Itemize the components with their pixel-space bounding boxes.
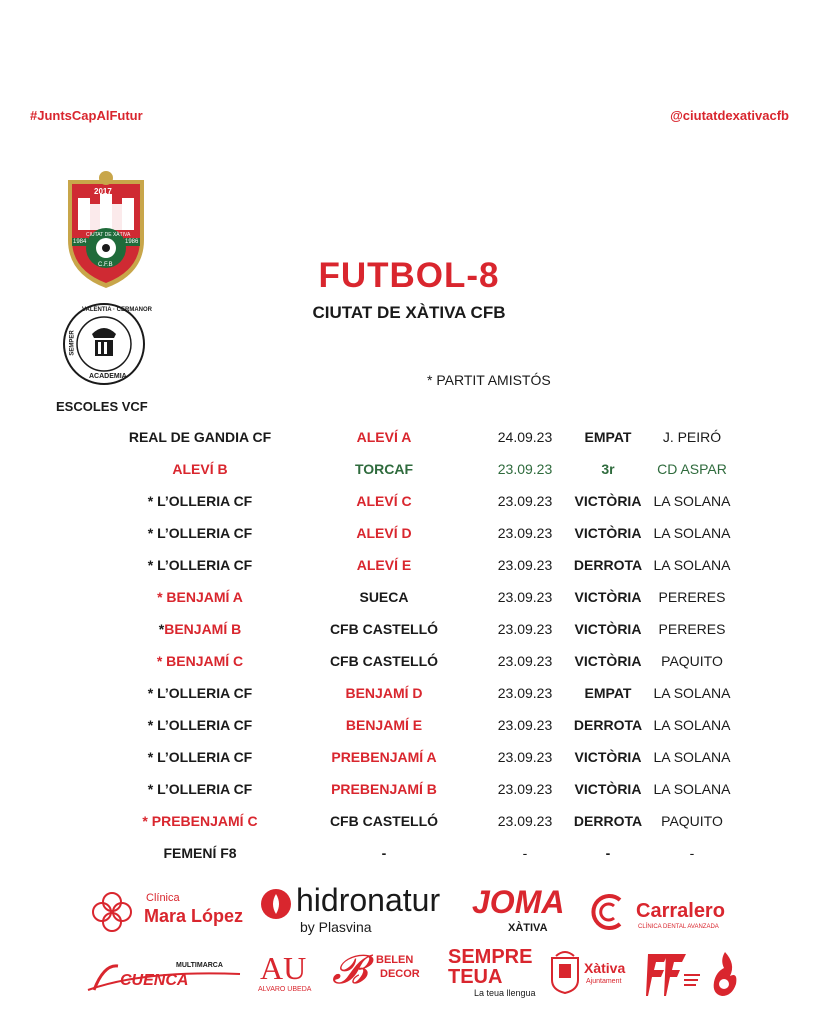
match-result: DERROTA (573, 813, 643, 829)
home-team: * L’OLLERIA CF (147, 493, 253, 509)
away-team: ALEVÍ A (356, 429, 412, 445)
match-venue: LA SOLANA (653, 749, 731, 765)
home-team: ALEVÍ B (172, 461, 228, 477)
page-subtitle: CIUTAT DE XÀTIVA CFB (312, 303, 506, 322)
match-date: 23.09.23 (497, 557, 553, 573)
away-team: BENJAMÍ D (345, 685, 423, 701)
away-team: ALEVÍ E (356, 557, 412, 573)
hidronatur-drop-icon (260, 888, 292, 920)
away-team: BENJAMÍ E (345, 717, 423, 733)
match-date: 23.09.23 (497, 813, 553, 829)
away-team: TORCAF (354, 461, 414, 477)
match-date: 23.09.23 (497, 461, 553, 477)
sponsor-ffcv (646, 950, 702, 1000)
match-date: 23.09.23 (497, 717, 553, 733)
xativa-shield-icon (550, 950, 580, 994)
match-result: - (605, 845, 611, 861)
match-venue: PERERES (658, 589, 726, 605)
table-row (0, 621, 819, 643)
match-date: 23.09.23 (497, 621, 553, 637)
match-result: VICTÒRIA (574, 749, 642, 765)
sponsor-hidronatur (260, 884, 465, 939)
ffcv-logo-icon (646, 950, 702, 1000)
match-result: DERROTA (573, 717, 643, 733)
match-venue: LA SOLANA (653, 717, 731, 733)
sponsor-generalitat (710, 950, 740, 1000)
crest-bottom-text: C.F.B (98, 262, 113, 268)
match-result: VICTÒRIA (574, 493, 642, 509)
table-row (0, 557, 819, 579)
match-result: VICTÒRIA (574, 781, 642, 797)
sponsor-cuenca (84, 960, 244, 1000)
match-venue: LA SOLANA (653, 557, 731, 573)
sponsor-mara-lopez (90, 888, 250, 938)
hashtag-link[interactable]: #JuntsCapAlFutur (30, 108, 143, 123)
table-row (0, 429, 819, 451)
table-row (0, 781, 819, 803)
home-team: * BENJAMÍ C (156, 653, 244, 669)
away-team: CFB CASTELLÓ (329, 813, 439, 829)
match-date: 23.09.23 (497, 525, 553, 541)
table-row (0, 493, 819, 515)
table-row (0, 653, 819, 675)
vcf-ring-bottom: ACADEMIA (89, 373, 127, 380)
away-team: ALEVÍ C (356, 493, 412, 509)
match-venue: PAQUITO (661, 813, 723, 829)
cuenca-text: CUENCA (120, 972, 189, 989)
match-result: VICTÒRIA (574, 589, 642, 605)
home-team: * BENJAMÍ A (157, 589, 243, 605)
carralero-sub: CLÍNICA DENTAL AVANZADA (638, 924, 719, 930)
away-team: ALEVÍ D (356, 525, 412, 541)
sponsor-sempre-teua (446, 946, 536, 1000)
home-team: * L’OLLERIA CF (147, 717, 253, 733)
away-team: SUECA (359, 589, 409, 605)
sempre-text: SEMPRE (448, 946, 533, 968)
away-team: CFB CASTELLÓ (329, 621, 439, 637)
match-date: 23.09.23 (497, 493, 553, 509)
match-date: 23.09.23 (497, 749, 553, 765)
generalitat-flame-icon (710, 950, 740, 1000)
joma-text: JOMA (472, 884, 565, 920)
social-handle-link[interactable]: @ciutatdexativacfb (670, 108, 789, 123)
xativa-text: Xàtiva (584, 960, 626, 976)
away-team: - (381, 845, 387, 861)
match-result: VICTÒRIA (574, 525, 642, 541)
match-date: 24.09.23 (497, 429, 553, 445)
match-venue: LA SOLANA (653, 525, 731, 541)
match-date: 23.09.23 (497, 685, 553, 701)
match-result: VICTÒRIA (574, 653, 642, 669)
away-team: CFB CASTELLÓ (329, 653, 439, 669)
home-team: * L’OLLERIA CF (147, 525, 253, 541)
friendly-match-note: * PARTIT AMISTÓS (427, 372, 551, 388)
vcf-ring-left: SEMPER (69, 330, 76, 356)
belen-b-glyph: 𝓑 (332, 947, 368, 992)
match-date: 23.09.23 (497, 589, 553, 605)
away-team: PREBENJAMÍ B (331, 781, 437, 797)
home-team: * L’OLLERIA CF (147, 749, 253, 765)
match-date: 23.09.23 (497, 781, 553, 797)
carralero-c-icon (590, 892, 630, 932)
sempre-sub: La teua llengua (474, 988, 536, 998)
au-text: AU (260, 950, 307, 986)
match-result: DERROTA (573, 557, 643, 573)
match-result: EMPAT (584, 685, 632, 701)
home-team: * L’OLLERIA CF (147, 685, 253, 701)
belen-text-2: DECOR (380, 968, 420, 980)
match-date: - (522, 845, 528, 861)
crest-ring-text: CIUTAT DE XÀTIVA (86, 232, 131, 238)
sponsor-joma (470, 886, 585, 936)
crest-year-top: 2017 (94, 187, 112, 196)
match-venue: CD ASPAR (657, 461, 727, 477)
match-date: 23.09.23 (497, 653, 553, 669)
hidronatur-sub: by Plasvina (300, 919, 372, 935)
match-result: 3r (601, 461, 615, 477)
sponsor-carralero (590, 890, 740, 940)
xativa-sub: Ajuntament (586, 978, 622, 985)
home-team: * PREBENJAMÍ C (142, 813, 258, 829)
match-result: EMPAT (584, 429, 632, 445)
table-row (0, 749, 819, 771)
hidronatur-text: hidronatur (296, 882, 441, 918)
crest-year-right: 1986 (125, 239, 139, 245)
sponsor-ajuntament-xativa (550, 950, 640, 1000)
home-team: FEMENÍ F8 (163, 845, 237, 861)
page-title: FUTBOL-8 (318, 256, 500, 295)
home-team: * L’OLLERIA CF (147, 557, 253, 573)
match-venue: LA SOLANA (653, 781, 731, 797)
table-row (0, 845, 819, 867)
home-team-name: BENJAMÍ B (164, 621, 242, 637)
table-row (0, 461, 819, 483)
vcf-academy-label: ESCOLES VCF (56, 399, 148, 414)
home-team: * L’OLLERIA CF (147, 781, 253, 797)
away-team: PREBENJAMÍ A (331, 749, 437, 765)
match-venue: LA SOLANA (653, 685, 731, 701)
table-row (0, 685, 819, 707)
match-venue: LA SOLANA (653, 493, 731, 509)
table-row (0, 717, 819, 739)
match-venue: J. PEIRÓ (662, 429, 722, 445)
match-venue: PERERES (658, 621, 726, 637)
home-team: REAL DE GANDIA CF (128, 429, 272, 445)
cuenca-sub: MULTIMARCA (176, 962, 223, 969)
vcf-ring-top: VALENTIA · CERMANOR (82, 307, 152, 313)
teua-text: TEUA (448, 966, 503, 988)
match-result: VICTÒRIA (574, 621, 642, 637)
joma-sub: XÀTIVA (508, 922, 548, 934)
belen-text-1: BELEN (376, 954, 414, 966)
crest-year-left: 1984 (73, 239, 87, 245)
sponsor-belen-decor (332, 947, 432, 996)
match-venue: - (689, 845, 695, 861)
mara-big-text: Mara López (144, 906, 244, 926)
match-venue: PAQUITO (661, 653, 723, 669)
au-sub: ALVARO UBEDA (258, 986, 312, 993)
table-row (0, 525, 819, 547)
carralero-text: Carralero (636, 900, 725, 922)
mara-small-text: Clínica (146, 892, 180, 904)
sponsor-au (258, 950, 318, 998)
clover-icon (90, 890, 134, 934)
table-row (0, 589, 819, 611)
table-row (0, 813, 819, 835)
home-team: *BENJAMÍ B (158, 621, 242, 637)
